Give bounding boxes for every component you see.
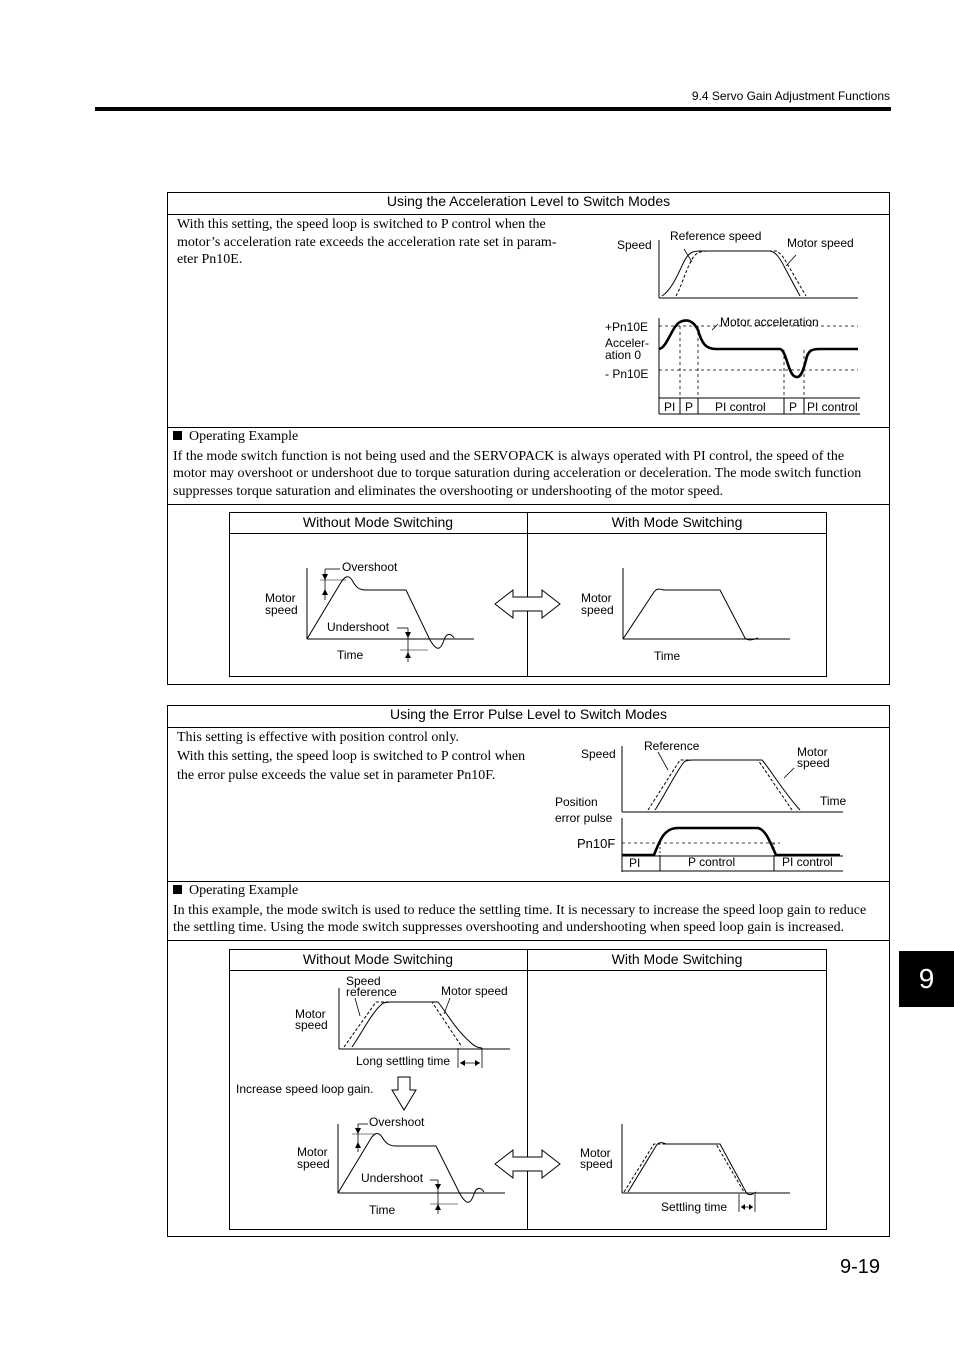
mode-p: P bbox=[789, 400, 798, 414]
mode-pi-control: PI control bbox=[715, 400, 766, 414]
page-number: 9-19 bbox=[840, 1256, 881, 1278]
speed-label: speed bbox=[581, 603, 614, 617]
reference-speed-label: Reference speed bbox=[670, 229, 762, 243]
motor-label: Motor bbox=[797, 745, 828, 759]
speed-reference-label-1: Speed bbox=[346, 974, 381, 988]
section1-operating-example bbox=[173, 428, 885, 500]
bullet-square-icon bbox=[173, 431, 182, 440]
reference-speed-curve bbox=[662, 251, 800, 296]
undershoot-label: Undershoot bbox=[361, 1171, 424, 1185]
overshoot-label: Overshoot bbox=[369, 1115, 425, 1129]
overshoot-speed-curve bbox=[307, 577, 454, 648]
motor-speed-label: Motor speed bbox=[441, 984, 508, 998]
speed-label: speed bbox=[580, 1157, 613, 1171]
error-pulse-mode-diagram bbox=[550, 735, 880, 875]
down-arrow-icon bbox=[392, 1077, 416, 1110]
mode-pi: PI bbox=[629, 856, 641, 870]
intro-line: With this setting, the speed loop is switched to P control when bbox=[177, 749, 526, 764]
divider bbox=[167, 504, 890, 505]
position-label: Position bbox=[555, 795, 598, 809]
header-rule bbox=[95, 107, 891, 111]
heading-text: Operating Example bbox=[189, 883, 299, 898]
section1-intro bbox=[177, 216, 577, 269]
intro-line: motor’s acceleration rate exceeds the acceleration rate set in param- bbox=[177, 234, 557, 250]
double-arrow-icon bbox=[495, 1150, 560, 1178]
motor-label: Motor bbox=[295, 1007, 326, 1021]
speed-label: Speed bbox=[617, 238, 652, 252]
speed-label: speed bbox=[297, 1157, 330, 1171]
operating-example-heading bbox=[173, 882, 885, 900]
settling-time-label: Settling time bbox=[661, 1200, 728, 1214]
motor-label: Motor bbox=[265, 591, 296, 605]
speed-label: speed bbox=[295, 1018, 328, 1032]
section2-operating-example bbox=[173, 882, 885, 937]
divider bbox=[167, 940, 890, 941]
chapter-tab: 9 bbox=[899, 951, 954, 1007]
without-mode-switching-header: Without Mode Switching bbox=[302, 514, 454, 530]
example-line: If the mode switch function is not being used and the SERVOPACK is always operated with PI control, the speed of the bbox=[173, 448, 845, 464]
comparison-diagrams-1 bbox=[229, 534, 827, 676]
reference-label: Reference bbox=[644, 739, 700, 753]
mode-p-control: P control bbox=[688, 855, 736, 869]
overshoot-speed-curve bbox=[338, 1133, 484, 1202]
example-line: In this example, the mode switch is used to reduce the settling time. It is necessary to increase the speed loop gain to reduce bbox=[173, 902, 867, 918]
operating-example-heading bbox=[173, 428, 885, 446]
motor-label: Motor bbox=[297, 1145, 328, 1159]
example-line: motor may overshoot or undershoot due to torque saturation during acceleration or deceleration. The mode switch function bbox=[173, 466, 862, 481]
motor-speed-label: Motor speed bbox=[787, 236, 854, 250]
with-mode-switching-header: With Mode Switching bbox=[611, 514, 743, 530]
long-settling-time-label: Long settling time bbox=[356, 1054, 451, 1068]
speed-label: speed bbox=[265, 603, 298, 617]
time-label: Time bbox=[820, 794, 847, 808]
title-rule bbox=[167, 214, 890, 215]
error-pulse-label: error pulse bbox=[555, 811, 613, 825]
without-mode-switching-header: Without Mode Switching bbox=[302, 951, 454, 967]
example-line: the settling time. Using the mode switch suppresses overshooting and undershooting when speed loop gain is increased. bbox=[173, 920, 845, 935]
motor-speed-curve bbox=[628, 1143, 756, 1195]
minus-pn10e-label: - Pn10E bbox=[605, 367, 649, 381]
increase-gain-label: Increase speed loop gain. bbox=[236, 1082, 374, 1096]
motor-speed-curve bbox=[655, 760, 800, 810]
motor-speed-curve bbox=[623, 589, 758, 640]
plus-pn10e-label: +Pn10E bbox=[605, 320, 649, 334]
double-arrow-icon bbox=[495, 590, 560, 618]
speed-label: speed bbox=[797, 756, 830, 770]
position-error-curve bbox=[622, 828, 840, 855]
acceleration-mode-diagram bbox=[590, 220, 880, 425]
acceleration-label-2: ation 0 bbox=[605, 348, 642, 362]
motor-label: Motor bbox=[580, 1146, 611, 1160]
pn10f-label: Pn10F bbox=[577, 836, 616, 851]
mode-pi-control: PI control bbox=[782, 855, 833, 869]
motor-speed-curve bbox=[676, 251, 806, 296]
mode-p: P bbox=[685, 400, 694, 414]
heading-text: Operating Example bbox=[189, 429, 299, 444]
speed-label: Speed bbox=[581, 747, 616, 761]
time-label: Time bbox=[337, 648, 364, 662]
intro-line: eter Pn10E. bbox=[177, 252, 243, 267]
speed-reference-label-2: reference bbox=[346, 985, 397, 999]
bullet-square-icon bbox=[173, 885, 182, 894]
section-acceleration-title: Using the Acceleration Level to Switch Modes bbox=[386, 193, 671, 209]
time-label: Time bbox=[369, 1203, 396, 1217]
mode-pi: PI bbox=[664, 400, 676, 414]
speed-reference-curve bbox=[344, 1002, 462, 1047]
intro-line: the error pulse exceeds the value set in parameter Pn10F. bbox=[177, 768, 496, 783]
mode-pi-control: PI control bbox=[807, 400, 858, 414]
overshoot-label: Overshoot bbox=[342, 560, 398, 574]
section2-intro bbox=[177, 728, 557, 785]
comparison-diagrams-2 bbox=[229, 971, 827, 1229]
motor-label: Motor bbox=[581, 591, 612, 605]
intro-line: With this setting, the speed loop is switched to P control when the bbox=[177, 217, 546, 232]
acceleration-label-1: Acceler- bbox=[605, 336, 650, 350]
with-mode-switching-header: With Mode Switching bbox=[611, 951, 743, 967]
motor-acceleration-label: Motor acceleration bbox=[720, 315, 819, 329]
example-line: suppresses torque saturation and eliminates the overshooting or undershooting of the motor speed. bbox=[173, 483, 724, 499]
time-label: Time bbox=[654, 649, 681, 663]
intro-line: This setting is effective with position control only. bbox=[177, 730, 459, 745]
speed-reference-curve bbox=[624, 1144, 744, 1192]
undershoot-label: Undershoot bbox=[327, 620, 390, 634]
running-head: 9.4 Servo Gain Adjustment Functions bbox=[691, 89, 890, 103]
section-error-pulse-title: Using the Error Pulse Level to Switch Modes bbox=[389, 706, 667, 722]
